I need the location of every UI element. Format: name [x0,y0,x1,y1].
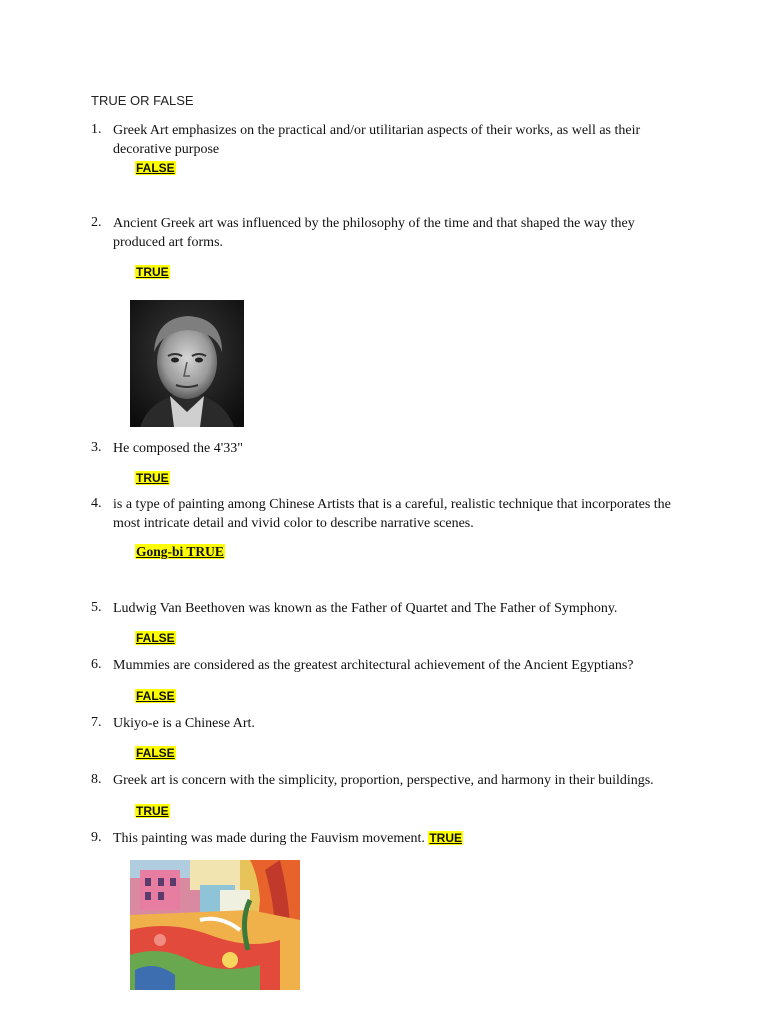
question-number: 6. [91,657,102,672]
question-text: Mummies are considered as the greatest architectural achievement of the Ancient Egyptians? [113,658,634,673]
page-title: TRUE OR FALSE [91,93,194,108]
question-number: 2. [91,215,102,230]
portrait-photo [130,300,244,427]
question-text: This painting was made during the Fauvism movement. [113,831,425,846]
answer-badge: TRUE [136,804,169,818]
answer-badge: FALSE [136,746,175,760]
answer-badge: FALSE [136,161,175,175]
question-number: 7. [91,715,102,730]
question-text: Ancient Greek art was influenced by the philosophy of the time and that shaped the way they produced art forms. [113,216,635,250]
answer-badge: Gong-bi TRUE [136,544,224,559]
answer-badge: TRUE [429,831,463,845]
question-text: Greek Art emphasizes on the practical and/or utilitarian aspects of their works, as well as their decorative purpose [113,123,641,157]
question-number: 5. [91,600,102,615]
question-number: 1. [91,122,102,137]
answer-badge: FALSE [136,689,175,703]
question-number: 9. [91,830,102,845]
answer-badge: TRUE [136,265,169,279]
answer-badge: TRUE [136,471,169,485]
question-number: 3. [91,440,102,455]
fauvism-painting [130,860,300,990]
question-number: 8. [91,772,102,787]
question-text: is a type of painting among Chinese Artists that is a careful, realistic technique that incorporates the most intricate detail and vivid color to describe narrative scenes. [113,497,671,531]
question-number: 4. [91,496,102,511]
question-text: He composed the 4'33" [113,441,243,456]
question-text: Greek art is concern with the simplicity, proportion, perspective, and harmony in their buildings. [113,773,654,788]
question-text: Ludwig Van Beethoven was known as the Father of Quartet and The Father of Symphony. [113,601,618,616]
answer-badge: FALSE [136,631,175,645]
question-text: Ukiyo-e is a Chinese Art. [113,716,255,731]
